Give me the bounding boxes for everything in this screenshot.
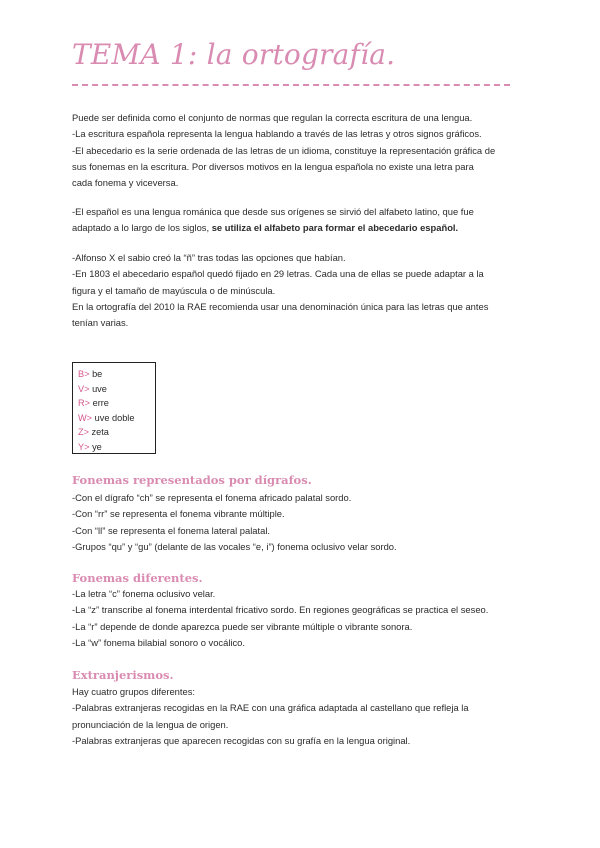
text-line: -Con el dígrafo “ch” se representa el fonema africado palatal sordo. [72, 492, 352, 503]
letter-name: be [92, 369, 103, 379]
letter-row [78, 382, 155, 397]
text-line: -Con “rr” se representa el fonema vibrante múltiple. [72, 508, 285, 520]
letter-row [78, 367, 155, 382]
letter-row [78, 440, 155, 455]
letter-key: V> [78, 383, 90, 394]
text-line: Hay cuatro grupos diferentes: [72, 686, 195, 697]
text-line: -Grupos “qu” y “gu” (delante de las vocales “e, i”) fonema oclusivo velar sordo. [72, 540, 397, 552]
section-heading: Fonemas representados por dígrafos. [72, 473, 312, 487]
text-line: -La escritura española representa la lengua hablando a través de las letras y otros signos gráficos. [72, 128, 482, 140]
letter-name: erre [92, 398, 109, 408]
letter-name: uve [92, 383, 107, 394]
section-heading: Fonemas diferentes. [72, 571, 203, 585]
text-line: tenían varias. [72, 317, 129, 329]
letter-row [78, 411, 155, 426]
letter-name: zeta [91, 427, 109, 437]
section-body [72, 490, 532, 555]
letter-row [78, 396, 155, 411]
letter-key: Z> [78, 427, 89, 437]
page-title: TEMA 1: la ortografía. [72, 38, 396, 71]
letter-key: W> [78, 412, 93, 423]
text-line: figura y el tamaño de mayúscula o de minúscula. [72, 284, 276, 296]
letter-key: R> [78, 398, 91, 408]
text-line: -La “r” depende de donde aparezca puede ser vibrante múltiple o vibrante sonora. [72, 620, 413, 632]
text-line: En la ortografía del 2010 la RAE recomienda usar una denominación única para las letras que antes [72, 300, 489, 312]
letter-key: B> [78, 369, 90, 379]
text-segment: adaptado a lo largo de los siglos, [72, 222, 212, 234]
text-line: -Alfonso X el sabio creó la “ñ” tras todas las opciones que habían. [72, 252, 346, 263]
letter-name: uve doble [94, 412, 135, 423]
section-body [72, 684, 532, 749]
text-line: -La letra “c” fonema oclusivo velar. [72, 588, 216, 599]
text-line: sus fonemas en la escritura. Por diversos motivos en la lengua española no existe una letra para [72, 160, 474, 172]
text-line: -Palabras extranjeras recogidas en la RAE con una gráfica adaptada al castellano que refleja la [72, 702, 469, 714]
latin-paragraph [72, 204, 532, 237]
letter-name: ye [92, 441, 102, 452]
letter-row [78, 425, 155, 440]
history-paragraph [72, 250, 532, 331]
text-line: -La “w” fonema bilabial sonoro o vocálico. [72, 636, 246, 648]
text-line: -La “z” transcribe al fonema interdental fricativo sordo. En regiones geográficas se practica el seseo. [72, 604, 489, 616]
section-body [72, 586, 532, 651]
title-underline [72, 84, 510, 86]
intro-paragraph [72, 110, 532, 191]
text-line: cada fonema y viceversa. [72, 177, 179, 189]
text-line: -Palabras extranjeras que aparecen recogidas con su grafía en la lengua original. [72, 734, 411, 746]
section-heading: Extranjerismos. [72, 668, 174, 682]
text-line: -El español es una lengua románica que desde sus orígenes se sirvió del alfabeto latino, que fue [72, 206, 474, 217]
text-line [72, 220, 532, 236]
text-line: Puede ser definida como el conjunto de normas que regulan la correcta escritura de una lengua. [72, 112, 473, 123]
text-line: -Con “ll” se representa el fonema lateral palatal. [72, 524, 271, 536]
bold-text: se utiliza el alfabeto para formar el abecedario español. [211, 222, 459, 234]
text-line: -En 1803 el abecedario español quedó fijado en 29 letras. Cada una de ellas se puede adaptar a la [72, 268, 484, 280]
letters-box [72, 362, 156, 454]
text-line: -El abecedario es la serie ordenada de las letras de un idioma, constituye la representación gráfica de [72, 144, 496, 156]
text-line: pronunciación de la lengua de origen. [72, 718, 229, 730]
letter-key: Y> [78, 441, 90, 452]
